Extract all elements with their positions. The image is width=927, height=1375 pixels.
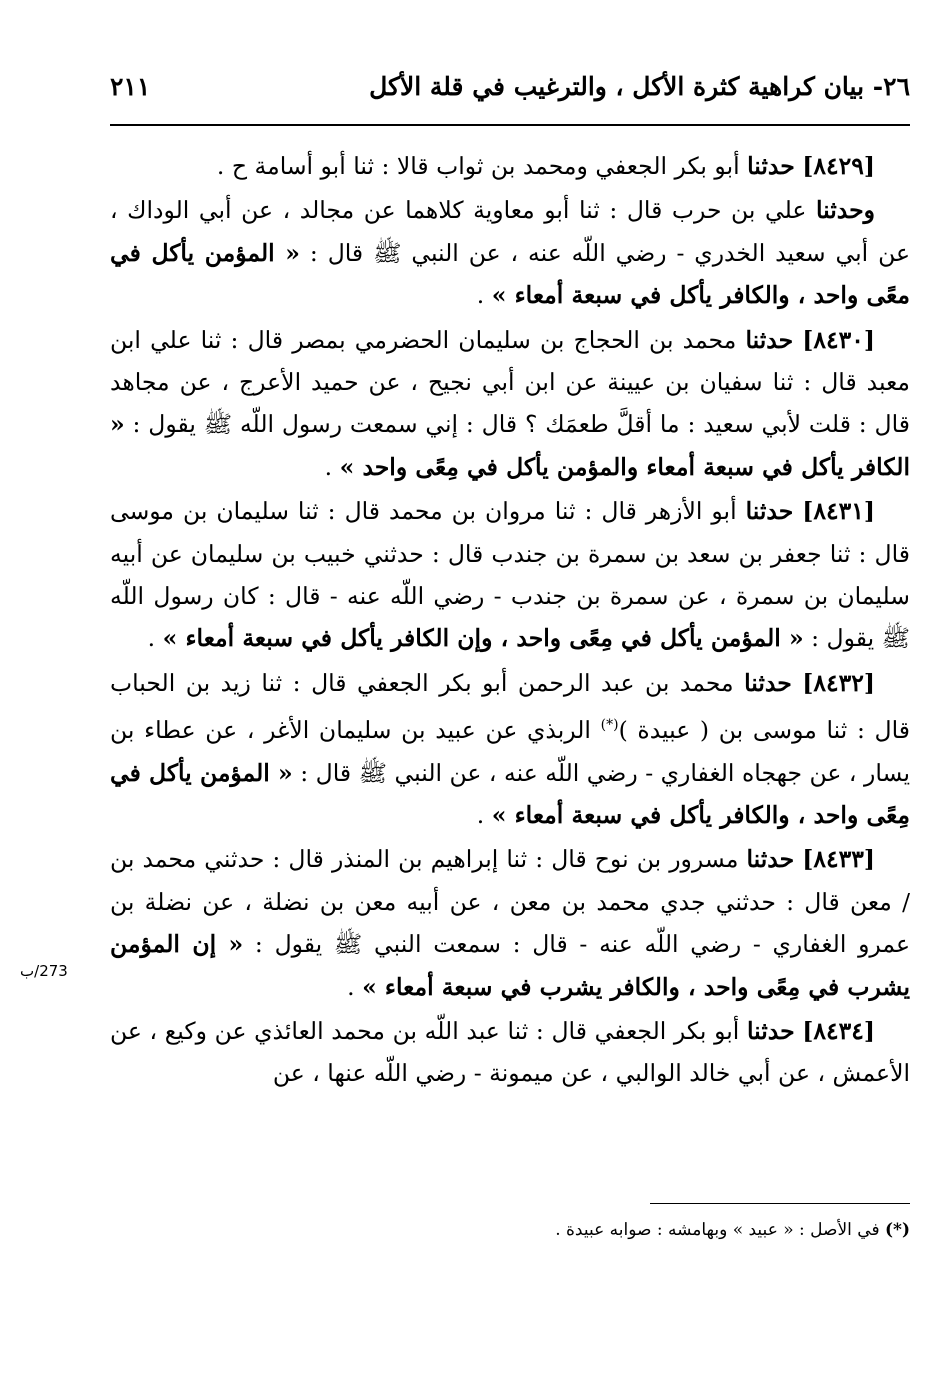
- paragraph-end: .: [476, 800, 492, 829]
- isnad-text: أبو الأزهر قال : ثنا مروان بن محمد قال : ثنا سليمان بن موسى قال : ثنا جعفر بن سعد بن سمرة بن جندب قال : حدثني خبيب بن سليمان عن أبيه سليمان بن سمرة ، عن سمرة بن جندب - رضي اللّه عنه - قال : كان رسول اللّه ﷺ يقول :: [110, 497, 910, 653]
- lead-word: حدثنا: [747, 152, 795, 180]
- hadith-text: « المؤمن يأكل في معًى واحد ، والكافر يأكل في سبعة أمعاء »: [110, 238, 910, 310]
- lead-word: حدثنا: [745, 325, 794, 354]
- hadith-paragraph-8430: [110, 319, 910, 489]
- hadith-number: [٨٤٣٣]: [802, 845, 875, 874]
- isnad-text: علي بن حرب قال : ثنا أبو معاوية كلاهما عن مجالد ، عن أبي الوداك ، عن أبي سعيد الخدري - رضي اللّه عنه ، عن النبي ﷺ قال :: [110, 196, 910, 267]
- footnote-rule: [650, 1203, 910, 1204]
- hadith-number: [٨٤٢٩]: [802, 152, 875, 180]
- isnad-text: أبو بكر الجعفي ومحمد بن ثواب قالا : ثنا أبو أسامة ح .: [216, 152, 748, 180]
- isnad-text: أبو بكر الجعفي قال : ثنا عبد اللّه بن محمد العائذي عن وكيع ، عن الأعمش ، عن أبي خالد الوالبي ، عن ميمونة - رضي اللّه عنها ، عن: [110, 1016, 910, 1088]
- hadith-text: « إن المؤمن يشرب في مِعًى واحد ، والكافر يشرب في سبعة أمعاء »: [110, 930, 910, 1001]
- footnote-text: في الأصل : « عبيد » وبهامشه : صوابه عبيدة .: [555, 1220, 886, 1240]
- hadith-number: [٨٤٣١]: [802, 497, 875, 526]
- hadith-number: [٨٤٣٢]: [802, 668, 875, 697]
- paragraph-end: .: [347, 972, 363, 1001]
- lead-word: حدثنا: [746, 845, 795, 874]
- hadith-number: [٨٤٣٤]: [802, 1016, 875, 1045]
- hadith-paragraph-8432: [110, 662, 910, 836]
- hadith-text: « الكافر يأكل في سبعة أمعاء والمؤمن يأكل في مِعًى واحد »: [110, 410, 910, 481]
- body-text: [110, 145, 910, 1097]
- isnad-text-continued: الربذي عن عبيد بن سليمان الأغر ، عن عطاء بن يسار ، عن جهجاه الغفاري - رضي اللّه عنه ، عن النبي ﷺ قال :: [110, 716, 910, 787]
- page-header: [110, 72, 910, 116]
- hadith-text: « المؤمن يأكل في مِعًى واحد ، وإن الكافر يأكل في سبعة أمعاء »: [162, 624, 804, 653]
- footnote-reference[interactable]: (*): [600, 717, 619, 734]
- hadith-text: « المؤمن يأكل في مِعًى واحد ، والكافر يأكل في سبعة أمعاء »: [110, 758, 910, 829]
- lead-word: حدثنا: [746, 1016, 795, 1045]
- lead-word: حدثنا: [744, 668, 792, 697]
- hadith-number: [٨٤٣٠]: [802, 325, 875, 354]
- footnote-mark: (*): [885, 1220, 910, 1240]
- lead-word: وحدثنا: [815, 196, 875, 225]
- hadith-paragraph-8429: [110, 145, 910, 187]
- isnad-text: محمد بن الحجاج بن سليمان الحضرمي بمصر قال : ثنا علي ابن معبد قال : ثنا سفيان بن عيينة عن ابن أبي نجيح ، عن حميد الأعرج ، عن مجاهد قال : قلت لأبي سعيد : ما أقلَّ طعمَك ؟ قال : إني سمعت رسول اللّه ﷺ يقول :: [110, 325, 910, 439]
- hadith-paragraph-8431: [110, 490, 910, 660]
- paragraph-end: .: [147, 624, 163, 653]
- hadith-paragraph-8434: [110, 1010, 910, 1095]
- manuscript-folio-marker: 273/ب: [20, 962, 68, 980]
- footnote: [555, 1220, 910, 1240]
- header-rule: [110, 124, 910, 126]
- isnad-text: محمد بن عبد الرحمن أبو بكر الجعفي قال : ثنا زيد بن الحباب قال : ثنا موسى بن ( عبيدة ): [110, 668, 910, 745]
- paragraph-end: .: [476, 281, 492, 310]
- hadith-paragraph-8433: [110, 838, 910, 1008]
- page-number: ٢١١: [110, 72, 151, 101]
- hadith-paragraph-8429-b: [110, 189, 910, 316]
- paragraph-end: .: [324, 452, 340, 481]
- isnad-text: مسرور بن نوح قال : ثنا إبراهيم بن المنذر قال : حدثني محمد بن / معن قال : حدثني جدي محمد بن معن ، عن أبيه معن بن نضلة ، عن نضلة بن عمرو الغفاري - رضي اللّه عنه - قال : سمعت النبي ﷺ يقول :: [110, 845, 910, 959]
- running-title: ٢٦- بيان كراهية كثرة الأكل ، والترغيب في قلة الأكل: [369, 72, 910, 101]
- lead-word: حدثنا: [745, 497, 794, 526]
